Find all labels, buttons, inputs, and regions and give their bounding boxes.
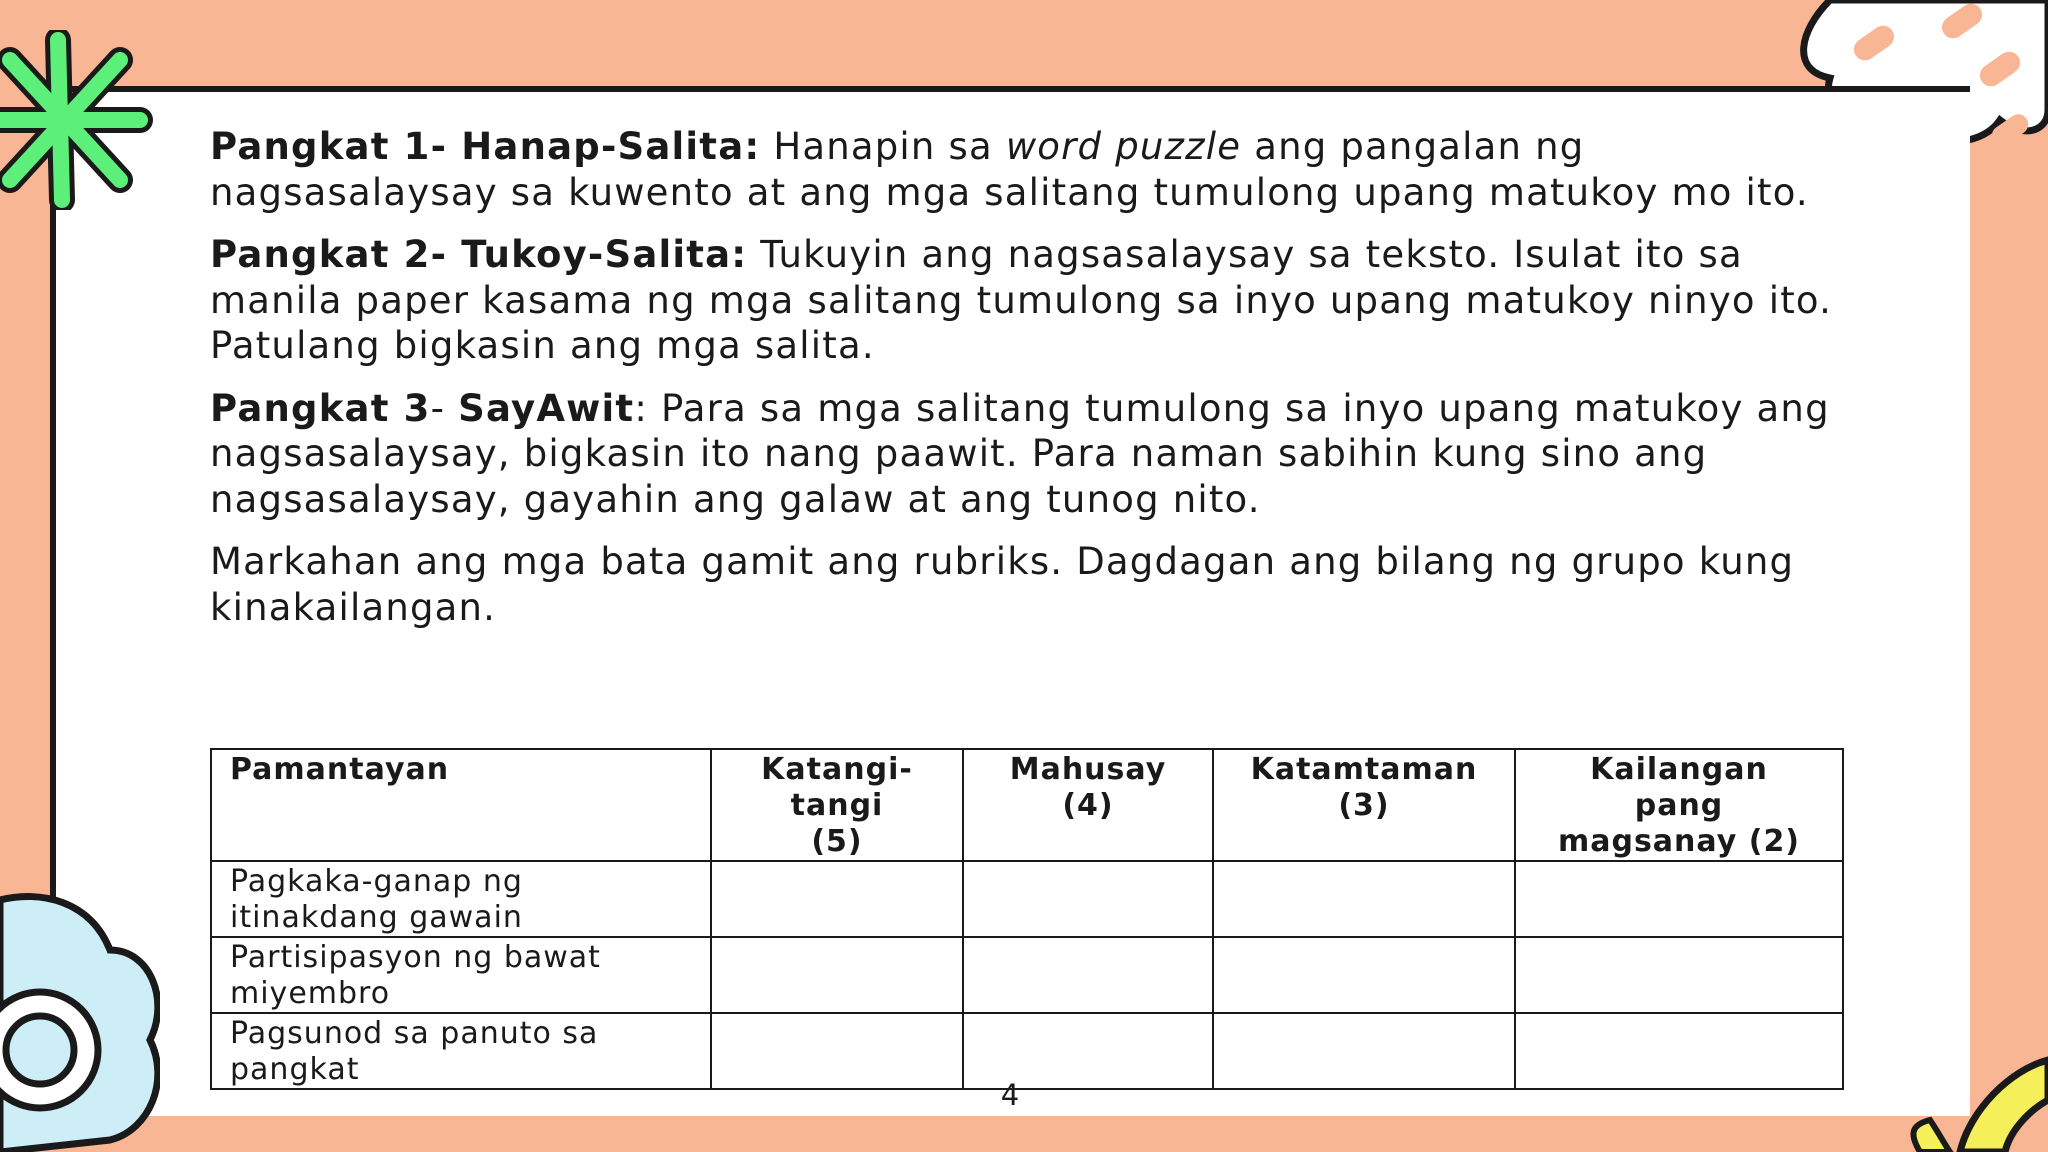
criterion-cell: Partisipasyon ng bawat miyembro xyxy=(211,937,711,1013)
score-cell xyxy=(711,937,963,1013)
rubric-header-row xyxy=(211,749,1843,861)
table-row xyxy=(211,937,1843,1013)
score-cell xyxy=(963,861,1213,937)
criterion-cell: Pagsunod sa panuto sa pangkat xyxy=(211,1013,711,1089)
score-cell xyxy=(711,1013,963,1089)
score-cell xyxy=(711,861,963,937)
score-cell xyxy=(1213,1013,1515,1089)
rubric-table xyxy=(210,748,1844,1090)
criterion-cell: Pagkaka-ganap ng itinakdang gawain xyxy=(211,861,711,937)
page-number: 4 xyxy=(1000,1078,1020,1112)
score-cell xyxy=(1515,1013,1843,1089)
score-cell xyxy=(1213,937,1515,1013)
pangkat-1-text-start: Hanapin sa xyxy=(760,125,1006,168)
blue-flower-decoration xyxy=(0,890,160,1152)
header-katamtaman: Katamtaman (3) xyxy=(1213,749,1515,861)
table-row xyxy=(211,861,1843,937)
pangkat-3-label-b: SayAwit xyxy=(458,386,635,430)
header-pamantayan: Pamantayan xyxy=(211,749,711,861)
score-cell xyxy=(963,937,1213,1013)
pangkat-3-text: : Para sa mga salitang tumulong sa inyo upang matukoy ang nagsasalaysay, bigkasin ito nang paawit. Para naman sabihin kung sino ang nagsasalaysay, gayahin ang galaw at ang tunog nito. xyxy=(210,386,1830,521)
markahan-text: Markahan ang mga bata gamit ang rubriks. Dagdagan ang bilang ng grupo kung kinakailangan. xyxy=(210,540,1795,629)
paragraph-markahan xyxy=(210,539,1850,630)
header-mahusay: Mahusay (4) xyxy=(963,749,1213,861)
paragraph-pangkat-1 xyxy=(210,124,1850,215)
pangkat-3-dash: - xyxy=(430,386,459,430)
paragraph-pangkat-2 xyxy=(210,232,1850,369)
instructions xyxy=(210,124,1850,647)
pangkat-1-italic: word puzzle xyxy=(1005,125,1242,168)
score-cell xyxy=(1213,861,1515,937)
pangkat-1-label: Pangkat 1- Hanap-Salita: xyxy=(210,125,761,168)
pangkat-2-label: Pangkat 2- Tukoy-Salita: xyxy=(210,233,748,276)
pangkat-2-text: Tukuyin ang nagsasalaysay sa teksto. Isulat ito sa manila paper kasama ng mga salitang tumulong sa inyo upang matukoy ninyo ito. Patulang bigkasin ang mga salita. xyxy=(210,233,1833,367)
header-katangi-tangi: Katangi- tangi (5) xyxy=(711,749,963,861)
pangkat-3-label-a: Pangkat 3 xyxy=(210,386,431,430)
pangkat-1-text-end: ang pangalan ng nagsasalaysay sa kuwento at ang mga salitang tumulong upang matukoy mo ito. xyxy=(210,125,1809,214)
header-kailangan: Kailangan pang magsanay (2) xyxy=(1515,749,1843,861)
score-cell xyxy=(1515,937,1843,1013)
green-star-decoration xyxy=(0,30,160,210)
paragraph-pangkat-3 xyxy=(210,386,1850,523)
score-cell xyxy=(1515,861,1843,937)
